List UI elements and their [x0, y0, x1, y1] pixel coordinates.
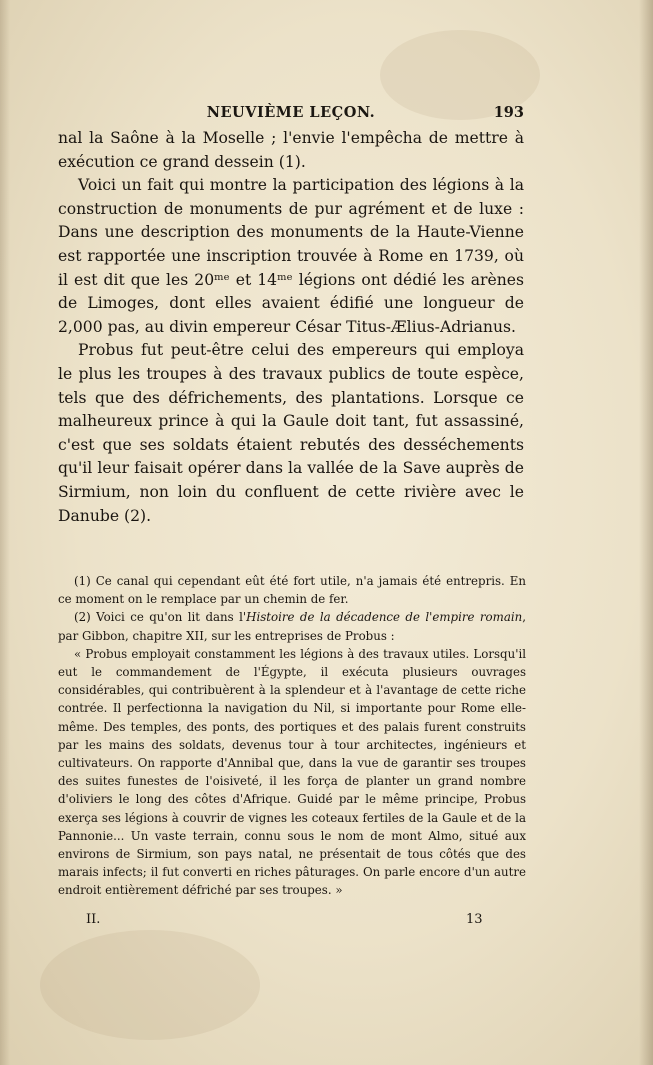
- main-text: [58, 127, 524, 528]
- paragraph: Voici un fait qui montre la participation des légions à la construction de monuments de pur agrément et de luxe : Dans une description des monuments de la Haute-Vienne est rapportée une inscription trouvée à Rome en 1739, où il est dit que les 20ᵐᵉ et 14ᵐᵉ légions ont dédié les arènes de Limoges, dont elles avaient édifié une longueur de 2,000 pas, au divin empereur César Titus-Ælius-Adrianus.: [58, 176, 524, 336]
- running-title: NEUVIÈME LEÇON.: [206, 104, 376, 121]
- signature-number: 13: [466, 912, 483, 927]
- page-header: [58, 104, 524, 124]
- book-title: Histoire de la décadence de l'empire romain: [246, 610, 523, 625]
- footnote-1: (1) Ce canal qui cependant eût été fort utile, n'a jamais été entrepris. En ce moment on le remplace par un chemin de fer.: [58, 574, 526, 607]
- page-gutter-shadow: [0, 0, 10, 1065]
- page-edge-shadow: [639, 0, 653, 1065]
- paragraph: Probus fut peut-être celui des empereurs qui employa le plus les troupes à des travaux publics de toute espèce, tels que des défrichements, des plantations. Lorsque ce malheureux prince à qui la Gaule doit tant, fut assassiné, c'est que ses soldats étaient rebutés des desséchements qu'il leur faisait opérer dans la vallée de la Save auprès de Sirmium, non loin du confluent de cette rivière avec le Danube (2).: [58, 341, 524, 525]
- footnote-quote: « Probus employait constamment les légions à des travaux utiles. Lorsqu'il eut le commandement de l'Égypte, il exécuta plusieurs ouvrages considérables, qui contribuèrent à la splendeur et à l'avantage de cette riche contrée. Il perfectionna la navigation du Nil, si importante pour Rome elle-même. Des temples, des ponts, des portiques et des palais furent construits par les mains des soldats, devenus tour à tour architectes, ingénieurs et cultivateurs. On rapporte d'Annibal que, dans la vue de garantir ses troupes des suites funestes de l'oisiveté, il les força de planter un grand nombre d'oliviers le long des côtes d'Afrique. Guidé par le même principe, Probus exerça ses légions à couvrir de vignes les coteaux fertiles de la Gaule et de la Pannonie... Un vaste terrain, connu sous le nom de mont Almo, situé aux environs de Sirmium, son pays natal, ne présentait de tous côtés que des marais infects; il fut converti en riches pâturages. On parle encore d'un autre endroit entièrement défriché par ses troupes. »: [58, 646, 526, 898]
- footnote-2-text: (2) Voici ce qu'on lit dans l': [74, 610, 247, 625]
- footnote-2: [58, 608, 526, 644]
- page-number: 193: [493, 104, 524, 121]
- footnotes: [58, 572, 526, 900]
- paper-stain: [40, 930, 260, 1040]
- paragraph: nal la Saône à la Moselle ; l'envie l'empêcha de mettre à exécution ce grand dessein (1).: [58, 129, 524, 171]
- signature-mark: II.: [86, 912, 101, 927]
- footnote-2-text: , par Gibbon, chapitre XII, sur les entreprises de Probus :: [58, 610, 527, 643]
